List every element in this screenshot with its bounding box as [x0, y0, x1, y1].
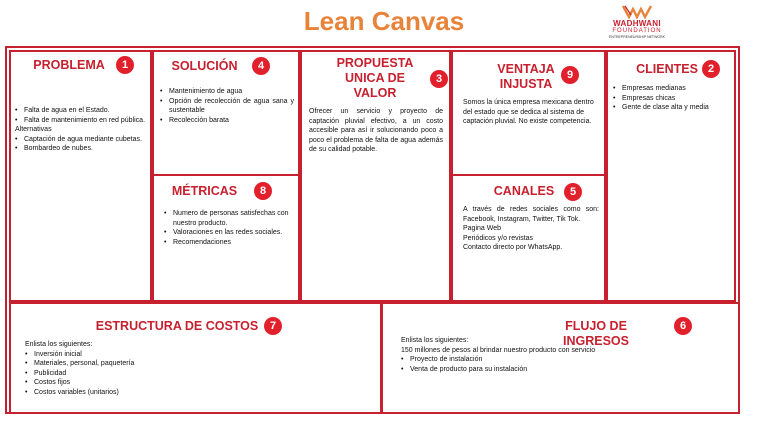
page-title: Lean Canvas — [303, 6, 465, 36]
block-flujo-ingresos — [381, 302, 740, 414]
problema-content — [15, 106, 147, 154]
solucion-item: • Recolección barata — [160, 116, 294, 126]
ingresos-content — [401, 336, 701, 374]
metricas-item: • Recomendaciones — [164, 238, 296, 248]
solucion-number-badge: 4 — [252, 57, 270, 75]
block-solucion — [152, 50, 300, 176]
metricas-content — [164, 209, 296, 247]
problema-alt-item: • Bombardeo de nubes. — [15, 144, 147, 154]
canales-number-badge: 5 — [564, 183, 582, 201]
ventaja-text: Somos la única empresa mexicana dentro del estado que se dedica al sistema de captación pluvial. No existe competencia. — [463, 99, 594, 126]
costos-item: • Inversión inicial — [25, 350, 325, 360]
ingresos-line: 150 millones de pesos al brindar nuestro producto con servicio — [401, 346, 596, 354]
ingresos-item: • Venta de producto para su instalación — [401, 365, 701, 375]
costos-number-badge: 7 — [264, 317, 282, 335]
solucion-item: • Opción de recolección de agua sana y sustentable — [160, 97, 294, 116]
problema-number-badge: 1 — [116, 56, 134, 74]
block-metricas — [152, 174, 300, 302]
ventaja-heading-line: VENTAJA — [497, 62, 555, 76]
canales-content — [463, 205, 599, 253]
solucion-content — [160, 87, 294, 125]
costos-item: • Costos fijos — [25, 378, 325, 388]
clientes-item: • Empresas chicas — [613, 94, 733, 104]
propuesta-text: Ofrecer un servicio y proyecto de captación pluvial efectivo, a un costo accesible para así ir solucionando poco a poco el problema de falta de agua además de su calidad potable. — [309, 108, 443, 154]
canales-line: Contacto directo por WhatsApp. — [463, 244, 563, 252]
metricas-item: • Numero de personas satisfechas con nuestro producto. — [164, 209, 296, 228]
metricas-item: • Valoraciones en las redes sociales. — [164, 228, 296, 238]
propuesta-heading-line: PROPUESTA — [336, 56, 414, 70]
problema-alt-label: Alternativas — [15, 126, 52, 134]
ingresos-item: • Proyecto de instalación — [401, 355, 701, 365]
canales-line: Pagina Web — [463, 225, 502, 233]
block-problema — [9, 50, 152, 302]
canales-line: A través de redes sociales como son: Facebook, Instagram, Twitter, Tik Tok. — [463, 206, 599, 223]
costos-item: • Costos variables (unitarios) — [25, 388, 325, 398]
block-clientes — [606, 50, 736, 302]
problema-item: • Falta de mantenimiento en red pública. — [15, 116, 147, 126]
propuesta-heading — [320, 56, 430, 101]
propuesta-heading-line: UNICA DE — [345, 71, 405, 85]
logo-line-2: FOUNDATION — [612, 28, 662, 34]
logo-line-1: WADHWANI — [613, 19, 661, 28]
wadhwani-logo — [598, 4, 676, 46]
ventaja-number-badge: 9 — [561, 66, 579, 84]
clientes-item: • Gente de clase alta y media — [613, 103, 733, 113]
clientes-heading: CLIENTES — [636, 62, 698, 76]
solucion-item: • Mantenimiento de agua — [160, 87, 294, 97]
block-estructura-costos — [9, 302, 382, 414]
costos-intro: Enlista los siguientes: — [25, 341, 93, 348]
logo-line-3: ENTREPRENEURSHIP NETWORK — [609, 35, 665, 39]
costos-item: • Materiales, personal, paquetería — [25, 359, 325, 369]
ventaja-heading-line: INJUSTA — [499, 77, 553, 91]
propuesta-heading-line: VALOR — [353, 86, 397, 100]
propuesta-number-badge: 3 — [430, 70, 448, 88]
ingresos-number-badge: 6 — [674, 317, 692, 335]
clientes-number-badge: 2 — [702, 60, 720, 78]
canales-heading: CANALES — [493, 184, 555, 198]
metricas-number-badge: 8 — [254, 182, 272, 200]
ingresos-intro: Enlista los siguientes: — [401, 337, 469, 344]
canales-line: Periódicos y/o revistas — [463, 234, 534, 242]
solucion-heading: SOLUCIÓN — [171, 59, 238, 73]
ventaja-heading — [481, 62, 571, 92]
clientes-content — [613, 84, 733, 113]
block-ventaja-injusta — [451, 50, 606, 176]
costos-content — [25, 340, 325, 398]
metricas-heading: MÉTRICAS — [171, 184, 238, 198]
block-propuesta-valor — [300, 50, 451, 302]
block-canales — [451, 174, 606, 302]
problema-alt-item: • Captación de agua mediante cubetas. — [15, 135, 147, 145]
ingresos-heading: FLUJO DE INGRESOS — [563, 319, 629, 348]
logo-emblem-icon — [620, 4, 654, 19]
clientes-item: • Empresas medianas — [613, 84, 733, 94]
costos-heading: ESTRUCTURA DE COSTOS — [95, 319, 259, 333]
costos-item: • Publicidad — [25, 369, 325, 379]
problema-heading: PROBLEMA — [33, 58, 105, 72]
problema-item: • Falta de agua en el Estado. — [15, 106, 147, 116]
